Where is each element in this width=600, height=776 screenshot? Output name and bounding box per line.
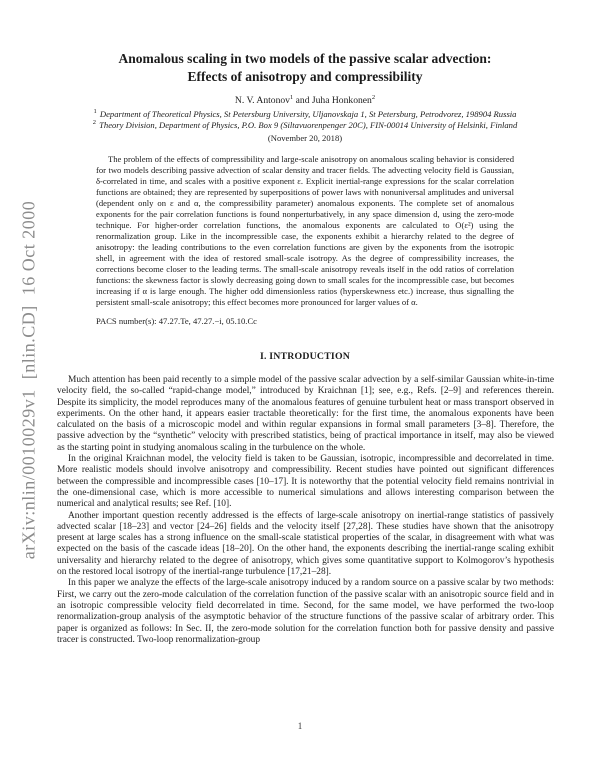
affiliation-1-text: Department of Theoretical Physics, St Petersburg University, Uljanovskaja 1, St Petersburg, Petrodvorez, 198904 Russia	[97, 109, 517, 119]
affiliations-block	[10, 109, 600, 131]
author-2-name: Juha Honkonen	[311, 95, 372, 106]
paper-title	[10, 50, 600, 86]
affiliation-1-mark: 1	[93, 108, 97, 116]
intro-paragraph-1: Much attention has been paid recently to a simple model of the passive scalar advection by a self-similar Gaussian white-in-time velocity field, the so-called “rapid-change model,” introduced by Kraichnan [1]; see, e.g., Refs. [2–9] and references therein. Despite its simplicity, the model reproduces many of the anomalous features of genuine turbulent heat or mass transport observed in experiments. On the other hand, it appears easier tractable theoretically: for the first time, the anomalous exponents have been calculated on the basis of a microscopic model and within regular expansions in formal small parameters [3–8]. Therefore, the passive advection by the “synthetic” velocity with prescribed statistics, being of practical importance in itself, may also be viewed as the starting point in studying anomalous scaling in the turbulence on the whole.	[57, 375, 554, 453]
page-number: 1	[297, 721, 303, 731]
date-line: (November 20, 2018)	[267, 133, 343, 143]
intro-paragraph-3: Another important question recently addressed is the effects of large-scale anisotropy on inertial-range statistics of passively advected scalar [18–23] and vector [24–26] fields and the velocity itself [27,28]. These studies have shown that the anisotropy present at large scales has a strong influence on the small-scale statistical properties of the scalar, in disagreement with what was expected on the basis of the cascade ideas [18–20]. On the other hand, the exponents describing the inertial-range scaling exhibit universality and hierarchy related to the degree of anisotropy, which gives some quantitative support to Kolmogorov’s hypothesis on the restored local isotropy of the inertial-range turbulence [17,21–28].	[57, 510, 554, 578]
section-heading-introduction: I. INTRODUCTION	[259, 351, 351, 362]
authors-separator: and	[293, 95, 312, 106]
paper-title-line1: Anomalous scaling in two models of the passive scalar advection:	[118, 51, 492, 66]
paper-title-line2: Effects of anisotropy and compressibility	[187, 69, 423, 84]
abstract-text: The problem of the effects of compressibility and large-scale anisotropy on anomalous scaling behavior is considered for two models describing passive advection of scalar density and tracer fields. The advecting velocity field is Gaussian, δ-correlated in time, and scales with a positive exponent ε. Explicit inertial-range expressions for the scalar correlation functions are obtained; they are represented by superpositions of power laws with nonuniversal amplitudes and universal (dependent only on ε and α, the compressibility parameter) anomalous exponents. The complete set of anomalous exponents for the pair correlation functions is found nonperturbatively, in any space dimension d, using the zero-mode technique. For higher-order correlation functions, the anomalous exponents are calculated to O(ε²) using the renormalization group. Like in the incompressible case, the exponents exhibit a hierarchy related to the degree of anisotropy: the leading contributions to the even correlation functions are given by the exponents from the isotropic shell, in agreement with the idea of restored small-scale isotropy. As the degree of compressibility increases, the corrections become closer to the leading terms. The small-scale anisotropy reveals itself in the odd ratios of correlation functions: the skewness factor is slowly decreasing going down to small scales for the incompressible case, but becomes increasing if α is large enough. The higher odd dimensionless ratios (hyperskewness etc.) increase, thus signalling the persistent small-scale anisotropy; this effect becomes more pronounced for larger values of α.	[96, 154, 514, 307]
author-1-affiliation-mark: 1	[289, 93, 294, 101]
author-1-name: N. V. Antonov	[234, 95, 290, 106]
arxiv-watermark: arXiv:nlin/0010029v1 [nlin.CD] 16 Oct 2000	[18, 200, 39, 560]
introduction-body	[57, 375, 554, 646]
affiliation-2-text: Theory Division, Department of Physics, P.O. Box 9 (Siltavuorenpenger 20C), FIN-00014 University of Helsinki, Finland	[96, 120, 518, 130]
intro-paragraph-2: In the original Kraichnan model, the velocity field is taken to be Gaussian, isotropic, incompressible and decorrelated in time. More realistic models should involve anisotropy and compressibility. Recent studies have pointed out significant differences between the compressible and incompressible cases [10–17]. It is noteworthy that the potential velocity field remains nontrivial in the one-dimensional case, which is more accessible to numerical simulations and allows interesting comparison between the numerical and analytical results; see Ref. [10].	[57, 454, 554, 510]
pacs-line: PACS number(s): 47.27.Te, 47.27.−i, 05.10.Cc	[96, 316, 258, 326]
affiliation-1	[10, 109, 600, 120]
affiliation-2	[10, 120, 600, 131]
affiliation-2-mark: 2	[92, 119, 96, 127]
author-2-affiliation-mark: 2	[371, 93, 376, 101]
paper-content	[10, 0, 600, 646]
author-line	[10, 95, 600, 106]
intro-paragraph-4: In this paper we analyze the effects of the large-scale anisotropy induced by a random source on a passive scalar by two methods: First, we carry out the zero-mode calculation of the correlation function of the passive scalar with an anisotropic source field and in an isotropic compressible velocity field decorrelated in time. Second, for the same model, we have performed the two-loop renormalization-group analysis of the asymptotic behavior of the structure functions of the passive scalar of arbitrary order. This paper is organized as follows: In Sec. II, the zero-mode solution for the correlation function both for passive density and passive tracer is constructed. Two-loop renormalization-group	[57, 578, 554, 645]
